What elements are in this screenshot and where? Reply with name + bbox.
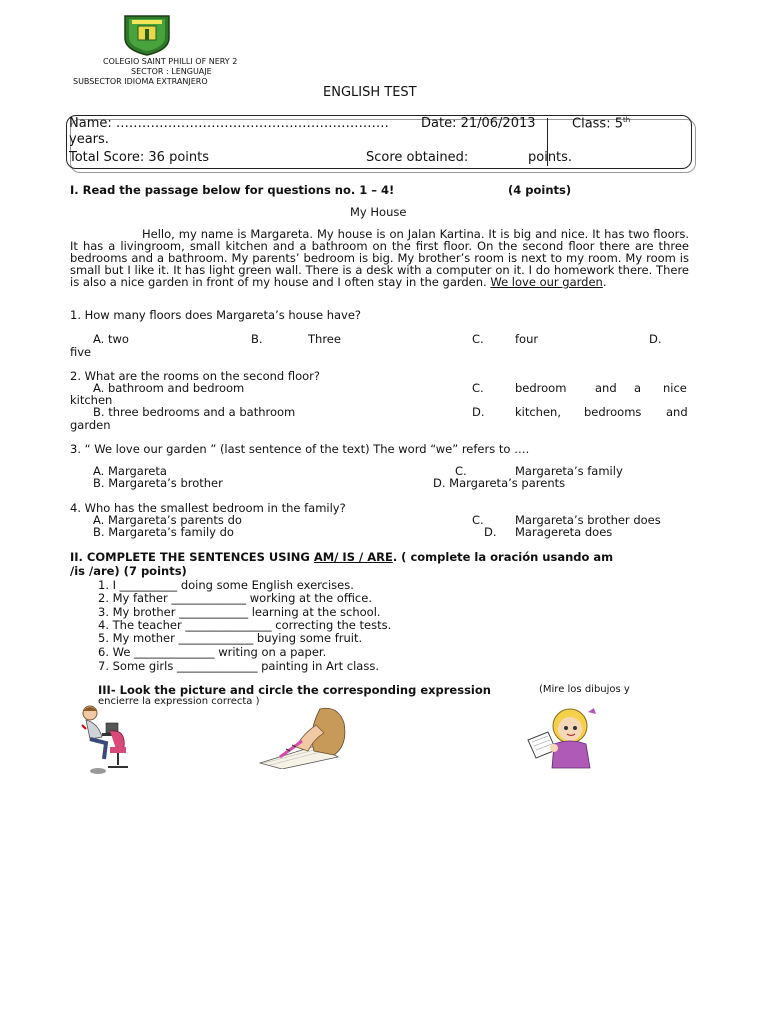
q2-option-d-w3[interactable]: and: [666, 405, 688, 419]
sentence-3[interactable]: 3. My brother ____________ learning at the school.: [98, 605, 381, 619]
q2-option-d-w1[interactable]: kitchen,: [515, 405, 561, 419]
section2-instruction-line2: /is /are) (7 points): [70, 564, 187, 578]
q3-option-b[interactable]: B. Margareta’s brother: [93, 476, 223, 490]
q1-text: 1. How many floors does Margareta’s house have?: [70, 308, 362, 322]
section2-instruction-a: II. COMPLETE THE SENTENCES USING: [70, 550, 314, 564]
class-label: Class: 5: [572, 116, 623, 132]
picture-writing-on-paper[interactable]: [258, 705, 350, 769]
sentence-1[interactable]: 1. I __________ doing some English exercises.: [98, 578, 354, 592]
section3-note2: encierre la expression correcta ): [98, 696, 260, 707]
q4-option-d-letter[interactable]: D.: [484, 525, 497, 539]
score-obtained: Score obtained:: [366, 150, 469, 165]
passage: [70, 228, 689, 288]
sentence-4[interactable]: 4. The teacher _______________ correcting the tests.: [98, 618, 392, 632]
date-field: Date: 21/06/2013: [421, 116, 536, 131]
picture-person-on-laptop[interactable]: [76, 703, 134, 775]
passage-end: .: [602, 275, 607, 289]
sentence-7[interactable]: 7. Some girls ______________ painting in Art class.: [98, 659, 379, 673]
q3-text: 3. “ We love our garden ” (last sentence of the text) The word “we” refers to ….: [70, 442, 530, 456]
q2-option-c-w3[interactable]: a: [634, 381, 642, 395]
section2-instruction-b: . ( complete la oración usando am: [392, 550, 614, 564]
q1-option-c[interactable]: four: [515, 332, 539, 346]
q1-option-d[interactable]: five: [70, 345, 92, 359]
q1-option-b[interactable]: Three: [308, 332, 341, 346]
test-title: ENGLISH TEST: [323, 85, 417, 100]
section1-instruction: I. Read the passage below for questions no. 1 – 4!: [70, 183, 395, 197]
passage-text: Hello, my name is Margareta. My house is on Jalan Kartina. It is big and nice. It has two floors. It has a livingroom, small kitchen and a bathroom on the first floor. On the second floor there are three bedrooms and a bathroom. My parents’ bedroom is big. My brother’s room is next to my room. My room is small but I like it. It has light green wall. There is a desk with a computer on it. I do homework there. There is also a nice garden in front of my house and I often stay in the garden.: [70, 227, 689, 289]
q1-option-b-letter[interactable]: B.: [251, 332, 263, 346]
sentence-5[interactable]: 5. My mother _____________ buying some fruit.: [98, 631, 363, 645]
q2-text: 2. What are the rooms on the second floor?: [70, 369, 321, 383]
q2-option-c-w1[interactable]: bedroom: [515, 381, 567, 395]
section3-instruction: III- Look the picture and circle the corresponding expression: [98, 683, 491, 697]
class-field: [572, 116, 630, 131]
q4-option-d[interactable]: Maragereta does: [515, 525, 613, 539]
q4-option-b[interactable]: B. Margareta’s family do: [93, 525, 234, 539]
name-field[interactable]: Name: ………………………………………………………: [69, 116, 389, 131]
section2-instruction: [70, 550, 613, 564]
sentence-2[interactable]: 2. My father _____________ working at the office.: [98, 591, 372, 605]
q4-option-a[interactable]: A. Margareta’s parents do: [93, 513, 242, 527]
q3-option-c[interactable]: Margareta’s family: [515, 464, 623, 478]
sentence-6[interactable]: 6. We ______________ writing on a paper.: [98, 645, 327, 659]
school-name: COLEGIO SAINT PHILLI OF NERY 2: [103, 57, 238, 66]
q2-option-c-cont[interactable]: kitchen: [70, 393, 113, 407]
q4-option-c-letter[interactable]: C.: [472, 513, 484, 527]
q2-option-c-w2[interactable]: and: [595, 381, 617, 395]
q2-option-c-w4[interactable]: nice: [663, 381, 687, 395]
passage-title: My House: [350, 205, 407, 219]
q4-text: 4. Who has the smallest bedroom in the family?: [70, 501, 346, 515]
section1-points: (4 points): [508, 183, 572, 197]
section2-instruction-underlined: AM/ IS / ARE: [313, 550, 393, 564]
passage-underlined: We love our garden: [490, 275, 603, 289]
school-subsector: SUBSECTOR IDIOMA EXTRANJERO: [73, 77, 208, 86]
class-sup: th: [622, 116, 631, 124]
q2-option-c-letter[interactable]: C.: [472, 381, 484, 395]
q2-option-d-w2[interactable]: bedrooms: [584, 405, 642, 419]
points-label: points.: [528, 150, 573, 165]
q4-option-c[interactable]: Margareta’s brother does: [515, 513, 661, 527]
q1-option-d-letter[interactable]: D.: [649, 332, 662, 346]
q1-option-a[interactable]: A. two: [93, 332, 129, 346]
q2-option-a[interactable]: A. bathroom and bedroom: [93, 381, 245, 395]
q3-option-c-letter[interactable]: C.: [455, 464, 467, 478]
section3-note: (Mire los dibujos y: [539, 684, 630, 695]
q2-option-d-letter[interactable]: D.: [472, 405, 485, 419]
school-sector: SECTOR : LENGUAJE: [131, 67, 212, 76]
q2-option-b[interactable]: B. three bedrooms and a bathroom: [93, 405, 296, 419]
q2-option-d-cont[interactable]: garden: [70, 418, 111, 432]
q1-option-c-letter[interactable]: C.: [472, 332, 484, 346]
class-years: years.: [69, 132, 109, 147]
picture-girl-reading[interactable]: [524, 704, 600, 770]
school-crest-logo: [123, 14, 171, 56]
total-score: Total Score: 36 points: [69, 150, 210, 165]
q3-option-d[interactable]: D. Margareta’s parents: [433, 476, 566, 490]
q3-option-a[interactable]: A. Margareta: [93, 464, 167, 478]
